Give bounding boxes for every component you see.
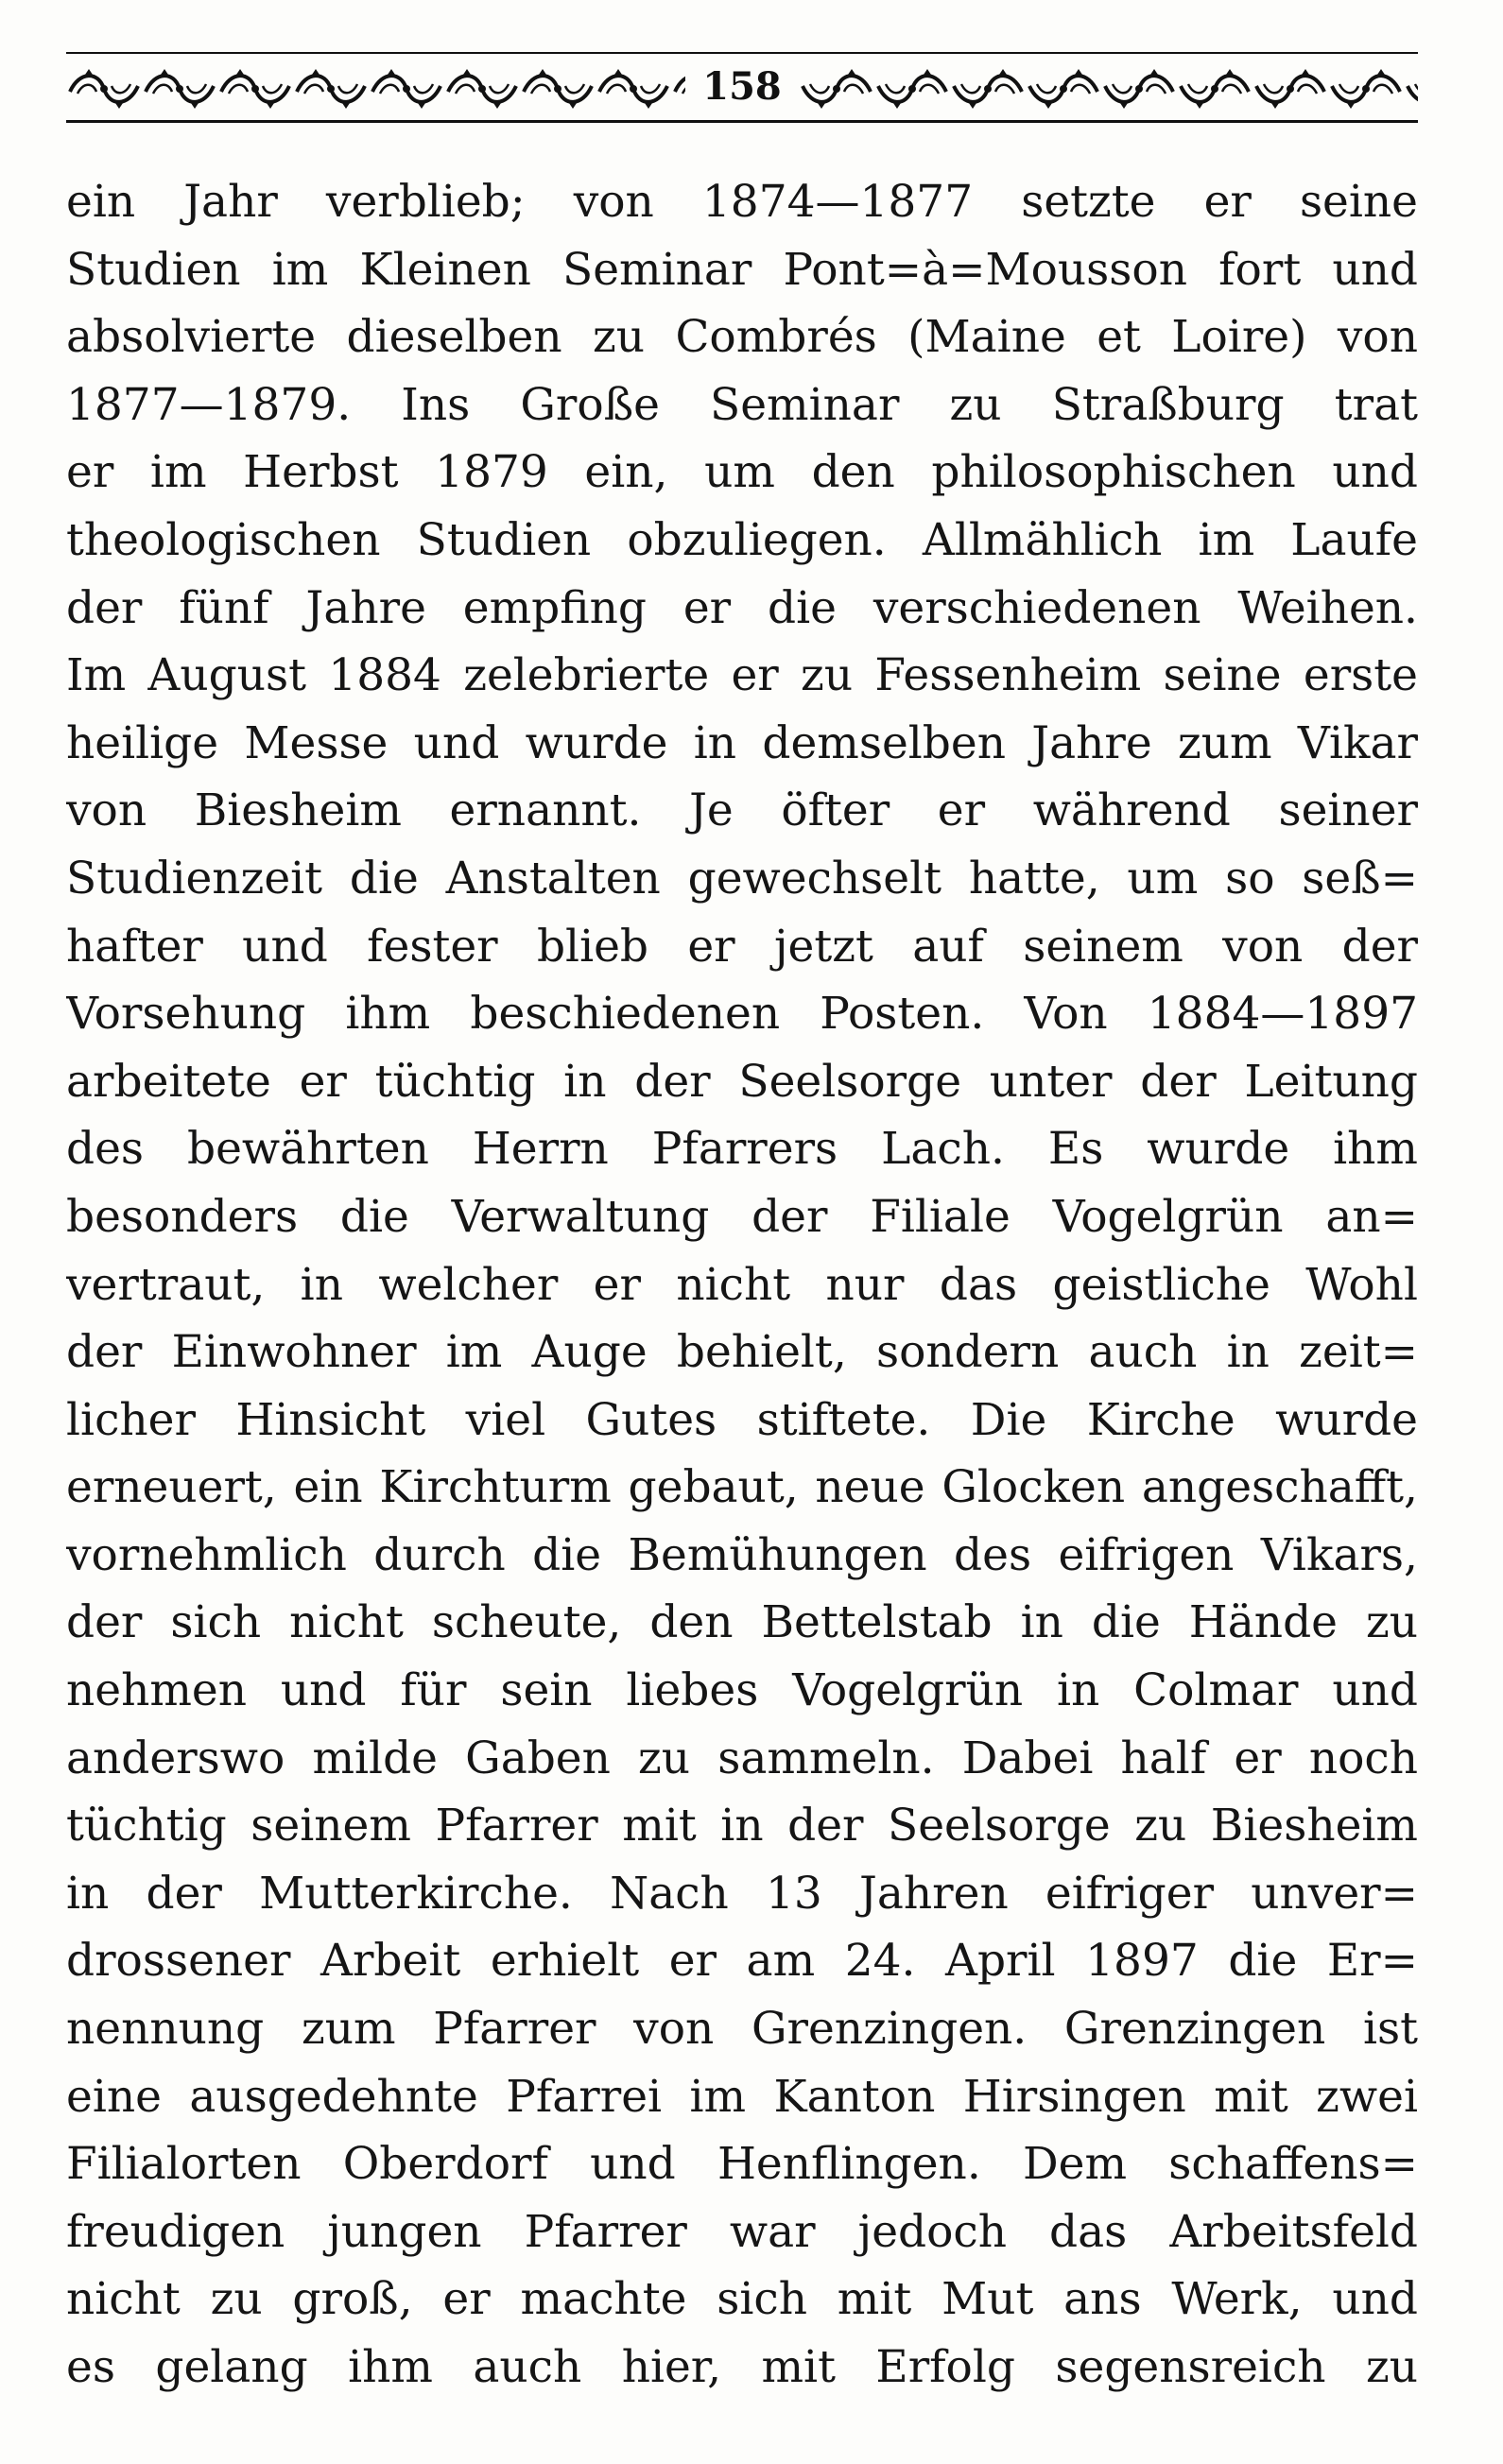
ornament-right: [799, 65, 1418, 112]
page-header: [66, 52, 1418, 128]
text-line: es gelang ihm auch hier, mit Erfolg segensreich zu: [66, 2341, 1418, 2393]
text-line: theologischen Studien obzuliegen. Allmählich im Laufe: [66, 513, 1418, 566]
text-line: vornehmlich durch die Bemühungen des eifrigen Vikars,: [66, 1528, 1418, 1581]
text-line: in der Mutterkirche. Nach 13 Jahren eifriger unver=: [66, 1867, 1418, 1920]
text-line: arbeitete er tüchtig in der Seelsorge unter der Leitung: [66, 1055, 1418, 1108]
text-line: hafter und fester blieb er jetzt auf seinem von der: [66, 920, 1418, 973]
text-line: ein Jahr verblieb; von 1874—1877 setzte er seine: [66, 176, 1418, 228]
text-line: nicht zu groß, er machte sich mit Mut ans Werk, und: [66, 2273, 1418, 2326]
text-line: anderswo milde Gaben zu sammeln. Dabei half er noch: [66, 1732, 1418, 1784]
header-rule-bottom: [66, 120, 1418, 123]
text-line: 1877—1879. Ins Große Seminar zu Straßburg trat: [66, 378, 1418, 431]
header-rule-top: [66, 52, 1418, 54]
text-line: Vorsehung ihm beschiedenen Posten. Von 1884—1897: [66, 988, 1418, 1041]
text-line: nennung zum Pfarrer von Grenzingen. Grenzingen ist: [66, 2003, 1418, 2056]
text-line: des bewährten Herrn Pfarrers Lach. Es wurde ihm: [66, 1123, 1418, 1176]
page-number: 158: [702, 64, 782, 109]
text-line: der Einwohner im Auge behielt, sondern auch in zeit=: [66, 1326, 1418, 1379]
text-line: besonders die Verwaltung der Filiale Vogelgrün an=: [66, 1190, 1418, 1243]
text-line: eine ausgedehnte Pfarrei im Kanton Hirsingen mit zwei: [66, 2070, 1418, 2123]
text-line: erneuert, ein Kirchturm gebaut, neue Glocken angeschafft,: [66, 1461, 1418, 1514]
text-line: er im Herbst 1879 ein, um den philosophischen und: [66, 446, 1418, 499]
text-line: heilige Messe und wurde in demselben Jahre zum Vikar: [66, 716, 1418, 769]
body-text: [66, 168, 1418, 2402]
text-line: nehmen und für sein liebes Vogelgrün in Colmar und: [66, 1664, 1418, 1717]
text-line: tüchtig seinem Pfarrer mit in der Seelsorge zu Biesheim: [66, 1800, 1418, 1852]
text-line: Studien im Kleinen Seminar Pont=à=Mousson fort und: [66, 243, 1418, 296]
text-line: licher Hinsicht viel Gutes stiftete. Die Kirche wurde: [66, 1393, 1418, 1446]
text-line: vertraut, in welcher er nicht nur das geistliche Wohl: [66, 1258, 1418, 1311]
text-line: Studienzeit die Anstalten gewechselt hatte, um so seß=: [66, 852, 1418, 905]
text-line: der fünf Jahre empfing er die verschiedenen Weihen.: [66, 581, 1418, 634]
text-line: der sich nicht scheute, den Bettelstab in die Hände zu: [66, 1596, 1418, 1649]
text-line: freudigen jungen Pfarrer war jedoch das Arbeitsfeld: [66, 2205, 1418, 2258]
ornament-left: [66, 65, 685, 112]
text-line: absolvierte dieselben zu Combrés (Maine et Loire) von: [66, 311, 1418, 364]
text-line: Im August 1884 zelebrierte er zu Fessenheim seine erste: [66, 649, 1418, 702]
text-line: Filialorten Oberdorf und Henflingen. Dem schaffens=: [66, 2138, 1418, 2191]
text-line: drossener Arbeit erhielt er am 24. April 1897 die Er=: [66, 1935, 1418, 1988]
text-line: von Biesheim ernannt. Je öfter er während seiner: [66, 784, 1418, 837]
